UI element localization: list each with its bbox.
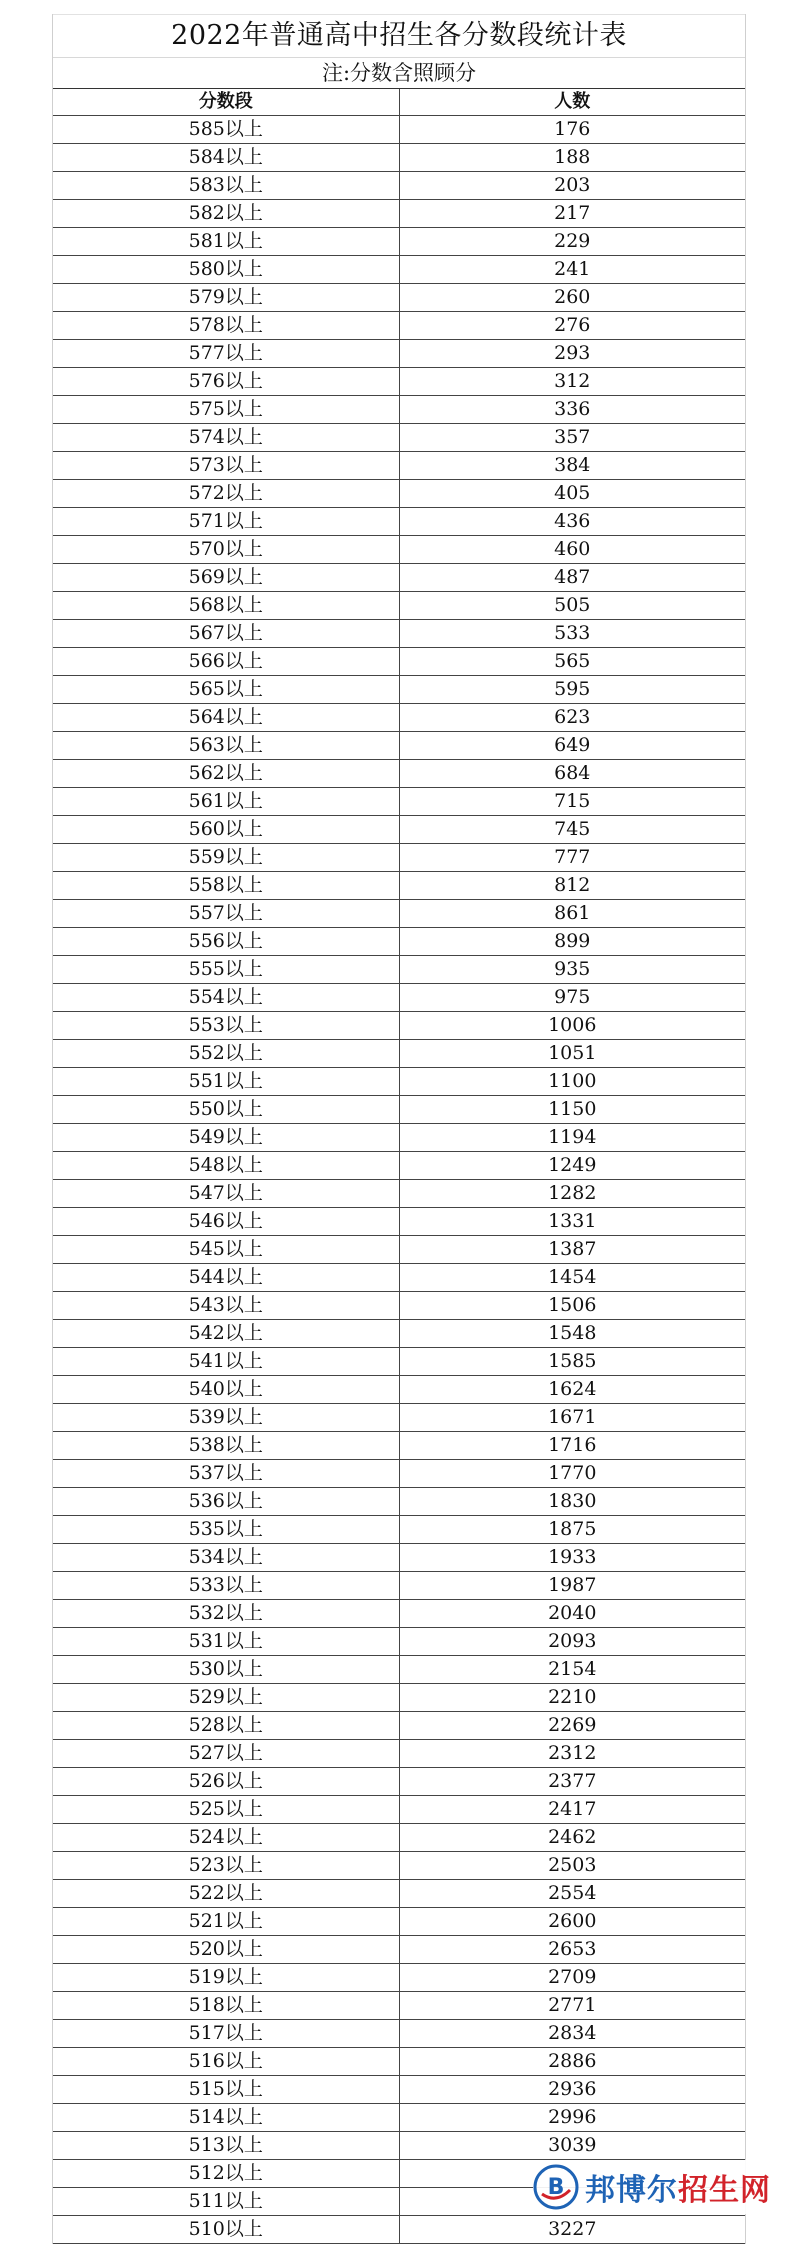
table-row <box>53 956 745 984</box>
table-row <box>53 1684 745 1712</box>
count-cell: 1671 <box>399 1404 745 1432</box>
score-range-cell: 524以上 <box>53 1824 399 1852</box>
score-range-cell: 519以上 <box>53 1964 399 1992</box>
table-row <box>53 1208 745 1236</box>
score-range-cell: 584以上 <box>53 144 399 172</box>
table-row <box>53 1264 745 1292</box>
count-cell: 935 <box>399 956 745 984</box>
logo-text <box>585 2165 771 2209</box>
table-row <box>53 1292 745 1320</box>
count-cell: 176 <box>399 116 745 144</box>
table-body <box>53 116 745 2244</box>
count-cell: 1624 <box>399 1376 745 1404</box>
table-row <box>53 1516 745 1544</box>
count-cell: 1331 <box>399 1208 745 1236</box>
table-row <box>53 1964 745 1992</box>
table-row <box>53 1152 745 1180</box>
count-cell: 3227 <box>399 2216 745 2244</box>
table-row <box>53 1432 745 1460</box>
table-row <box>53 1180 745 1208</box>
header-score-range: 分数段 <box>53 89 399 116</box>
score-range-cell: 576以上 <box>53 368 399 396</box>
score-range-cell: 529以上 <box>53 1684 399 1712</box>
count-cell: 2377 <box>399 1768 745 1796</box>
score-range-cell: 537以上 <box>53 1460 399 1488</box>
count-cell: 217 <box>399 200 745 228</box>
score-range-cell: 580以上 <box>53 256 399 284</box>
score-range-cell: 546以上 <box>53 1208 399 1236</box>
table-row <box>53 116 745 144</box>
count-cell: 745 <box>399 816 745 844</box>
table-row <box>53 200 745 228</box>
score-range-cell: 548以上 <box>53 1152 399 1180</box>
count-cell: 487 <box>399 564 745 592</box>
count-cell: 229 <box>399 228 745 256</box>
count-cell: 1933 <box>399 1544 745 1572</box>
table-row <box>53 1544 745 1572</box>
table-row <box>53 1992 745 2020</box>
count-cell: 2996 <box>399 2104 745 2132</box>
count-cell: 565 <box>399 648 745 676</box>
count-cell: 2462 <box>399 1824 745 1852</box>
table-row <box>53 284 745 312</box>
score-range-cell: 544以上 <box>53 1264 399 1292</box>
table-row <box>53 1824 745 1852</box>
count-cell: 684 <box>399 760 745 788</box>
count-cell: 1006 <box>399 1012 745 1040</box>
score-range-cell: 516以上 <box>53 2048 399 2076</box>
score-range-cell: 547以上 <box>53 1180 399 1208</box>
count-cell: 1249 <box>399 1152 745 1180</box>
table-row <box>53 1936 745 1964</box>
table-row <box>53 1124 745 1152</box>
count-cell: 2834 <box>399 2020 745 2048</box>
table-row <box>53 1012 745 1040</box>
count-cell: 1150 <box>399 1096 745 1124</box>
table-row <box>53 648 745 676</box>
count-cell: 336 <box>399 396 745 424</box>
table-row <box>53 1488 745 1516</box>
table-row <box>53 1236 745 1264</box>
table-row <box>53 1740 745 1768</box>
score-range-cell: 585以上 <box>53 116 399 144</box>
score-range-cell: 564以上 <box>53 704 399 732</box>
score-range-cell: 578以上 <box>53 312 399 340</box>
count-cell: 975 <box>399 984 745 1012</box>
count-cell: 2554 <box>399 1880 745 1908</box>
score-range-cell: 555以上 <box>53 956 399 984</box>
table-row <box>53 536 745 564</box>
count-cell: 1454 <box>399 1264 745 1292</box>
table-row <box>53 2216 745 2244</box>
score-range-cell: 536以上 <box>53 1488 399 1516</box>
score-range-cell: 570以上 <box>53 536 399 564</box>
score-range-cell: 521以上 <box>53 1908 399 1936</box>
count-cell: 1716 <box>399 1432 745 1460</box>
table-row <box>53 396 745 424</box>
table-row <box>53 1460 745 1488</box>
count-cell: 405 <box>399 480 745 508</box>
count-cell: 260 <box>399 284 745 312</box>
count-cell: 203 <box>399 172 745 200</box>
table-row <box>53 1768 745 1796</box>
score-range-cell: 553以上 <box>53 1012 399 1040</box>
score-range-cell: 550以上 <box>53 1096 399 1124</box>
table-row <box>53 2132 745 2160</box>
score-range-cell: 562以上 <box>53 760 399 788</box>
score-range-cell: 573以上 <box>53 452 399 480</box>
score-range-cell: 545以上 <box>53 1236 399 1264</box>
score-range-cell: 514以上 <box>53 2104 399 2132</box>
score-range-cell: 523以上 <box>53 1852 399 1880</box>
score-range-cell: 558以上 <box>53 872 399 900</box>
count-cell: 861 <box>399 900 745 928</box>
count-cell: 2709 <box>399 1964 745 1992</box>
page-title: 2022年普通高中招生各分数段统计表 <box>53 14 745 58</box>
table-row <box>53 1600 745 1628</box>
table-row <box>53 452 745 480</box>
score-range-cell: 563以上 <box>53 732 399 760</box>
score-range-cell: 557以上 <box>53 900 399 928</box>
table-row <box>53 1880 745 1908</box>
table-row <box>53 2104 745 2132</box>
header-count: 人数 <box>399 89 745 116</box>
count-cell: 1387 <box>399 1236 745 1264</box>
score-range-cell: 582以上 <box>53 200 399 228</box>
count-cell: 2269 <box>399 1712 745 1740</box>
table-row <box>53 1320 745 1348</box>
table-row <box>53 1404 745 1432</box>
table-row <box>53 340 745 368</box>
count-cell: 2936 <box>399 2076 745 2104</box>
score-range-cell: 540以上 <box>53 1376 399 1404</box>
count-cell: 384 <box>399 452 745 480</box>
count-cell: 1987 <box>399 1572 745 1600</box>
count-cell: 1506 <box>399 1292 745 1320</box>
table-header-row <box>53 89 745 116</box>
table-row <box>53 1376 745 1404</box>
score-range-cell: 583以上 <box>53 172 399 200</box>
count-cell: 3039 <box>399 2132 745 2160</box>
score-range-cell: 526以上 <box>53 1768 399 1796</box>
table-row <box>53 368 745 396</box>
table-row <box>53 760 745 788</box>
score-range-cell: 518以上 <box>53 1992 399 2020</box>
count-cell: 2040 <box>399 1600 745 1628</box>
count-cell: 2093 <box>399 1628 745 1656</box>
count-cell: 276 <box>399 312 745 340</box>
table-row <box>53 788 745 816</box>
score-range-cell: 525以上 <box>53 1796 399 1824</box>
table-row <box>53 424 745 452</box>
count-cell: 2653 <box>399 1936 745 1964</box>
count-cell: 2210 <box>399 1684 745 1712</box>
count-cell: 2771 <box>399 1992 745 2020</box>
count-cell: 188 <box>399 144 745 172</box>
score-range-cell: 541以上 <box>53 1348 399 1376</box>
table-row <box>53 2076 745 2104</box>
count-cell: 1585 <box>399 1348 745 1376</box>
table-row <box>53 732 745 760</box>
score-range-cell: 549以上 <box>53 1124 399 1152</box>
score-range-cell: 513以上 <box>53 2132 399 2160</box>
table-row <box>53 1068 745 1096</box>
table-row <box>53 1572 745 1600</box>
score-range-cell: 569以上 <box>53 564 399 592</box>
count-cell: 1282 <box>399 1180 745 1208</box>
score-range-cell: 517以上 <box>53 2020 399 2048</box>
score-range-cell: 554以上 <box>53 984 399 1012</box>
score-range-cell: 527以上 <box>53 1740 399 1768</box>
count-cell: 357 <box>399 424 745 452</box>
count-cell: 2886 <box>399 2048 745 2076</box>
score-table <box>53 89 745 2244</box>
table-row <box>53 900 745 928</box>
score-range-cell: 560以上 <box>53 816 399 844</box>
table-row <box>53 816 745 844</box>
table-row <box>53 228 745 256</box>
count-cell: 2600 <box>399 1908 745 1936</box>
count-cell: 649 <box>399 732 745 760</box>
score-range-cell: 561以上 <box>53 788 399 816</box>
table-row <box>53 844 745 872</box>
score-range-cell: 522以上 <box>53 1880 399 1908</box>
score-range-cell: 577以上 <box>53 340 399 368</box>
logo-text-red: 招生网 <box>678 2173 771 2208</box>
count-cell: 623 <box>399 704 745 732</box>
table-row <box>53 2020 745 2048</box>
score-range-cell: 567以上 <box>53 620 399 648</box>
table-row <box>53 480 745 508</box>
count-cell: 1100 <box>399 1068 745 1096</box>
score-range-cell: 552以上 <box>53 1040 399 1068</box>
table-row <box>53 1712 745 1740</box>
table-row <box>53 172 745 200</box>
score-range-cell: 574以上 <box>53 424 399 452</box>
table-row <box>53 508 745 536</box>
score-range-cell: 535以上 <box>53 1516 399 1544</box>
count-cell: 460 <box>399 536 745 564</box>
score-range-cell: 539以上 <box>53 1404 399 1432</box>
count-cell: 2154 <box>399 1656 745 1684</box>
count-cell: 436 <box>399 508 745 536</box>
score-range-cell: 556以上 <box>53 928 399 956</box>
table-row <box>53 872 745 900</box>
table-row <box>53 1852 745 1880</box>
site-watermark-logo <box>533 2160 779 2214</box>
count-cell: 505 <box>399 592 745 620</box>
count-cell: 533 <box>399 620 745 648</box>
table-row <box>53 1908 745 1936</box>
count-cell: 595 <box>399 676 745 704</box>
table-row <box>53 676 745 704</box>
count-cell: 2417 <box>399 1796 745 1824</box>
score-range-cell: 534以上 <box>53 1544 399 1572</box>
score-range-cell: 572以上 <box>53 480 399 508</box>
count-cell: 1770 <box>399 1460 745 1488</box>
score-range-cell: 532以上 <box>53 1600 399 1628</box>
count-cell: 1830 <box>399 1488 745 1516</box>
table-row <box>53 1348 745 1376</box>
count-cell: 2312 <box>399 1740 745 1768</box>
table-row <box>53 1040 745 1068</box>
logo-text-blue: 邦博尔 <box>585 2173 678 2208</box>
count-cell: 812 <box>399 872 745 900</box>
count-cell: 1875 <box>399 1516 745 1544</box>
table-note: 注:分数含照顾分 <box>53 58 745 89</box>
table-row <box>53 592 745 620</box>
count-cell: 1051 <box>399 1040 745 1068</box>
score-range-cell: 575以上 <box>53 396 399 424</box>
table-row <box>53 312 745 340</box>
score-range-cell: 510以上 <box>53 2216 399 2244</box>
table-row <box>53 1796 745 1824</box>
score-range-cell: 581以上 <box>53 228 399 256</box>
score-range-cell: 515以上 <box>53 2076 399 2104</box>
score-statistics-sheet <box>52 14 746 2244</box>
table-row <box>53 1628 745 1656</box>
score-range-cell: 568以上 <box>53 592 399 620</box>
score-range-cell: 542以上 <box>53 1320 399 1348</box>
table-row <box>53 2048 745 2076</box>
score-range-cell: 520以上 <box>53 1936 399 1964</box>
table-row <box>53 928 745 956</box>
score-range-cell: 559以上 <box>53 844 399 872</box>
score-range-cell: 551以上 <box>53 1068 399 1096</box>
score-range-cell: 571以上 <box>53 508 399 536</box>
score-range-cell: 565以上 <box>53 676 399 704</box>
table-row <box>53 144 745 172</box>
count-cell: 899 <box>399 928 745 956</box>
score-range-cell: 566以上 <box>53 648 399 676</box>
svg-text:B: B <box>547 2175 565 2200</box>
table-row <box>53 984 745 1012</box>
count-cell: 312 <box>399 368 745 396</box>
score-range-cell: 543以上 <box>53 1292 399 1320</box>
table-row <box>53 1656 745 1684</box>
score-range-cell: 531以上 <box>53 1628 399 1656</box>
score-range-cell: 538以上 <box>53 1432 399 1460</box>
logo-icon <box>533 2164 579 2210</box>
count-cell: 777 <box>399 844 745 872</box>
score-range-cell: 530以上 <box>53 1656 399 1684</box>
count-cell: 1548 <box>399 1320 745 1348</box>
score-range-cell: 528以上 <box>53 1712 399 1740</box>
count-cell: 715 <box>399 788 745 816</box>
count-cell: 241 <box>399 256 745 284</box>
score-range-cell: 579以上 <box>53 284 399 312</box>
table-row <box>53 620 745 648</box>
table-row <box>53 1096 745 1124</box>
table-row <box>53 704 745 732</box>
table-row <box>53 564 745 592</box>
count-cell: 2503 <box>399 1852 745 1880</box>
table-row <box>53 256 745 284</box>
count-cell: 293 <box>399 340 745 368</box>
count-cell: 1194 <box>399 1124 745 1152</box>
score-range-cell: 533以上 <box>53 1572 399 1600</box>
score-range-cell: 511以上 <box>53 2188 399 2216</box>
score-range-cell: 512以上 <box>53 2160 399 2188</box>
